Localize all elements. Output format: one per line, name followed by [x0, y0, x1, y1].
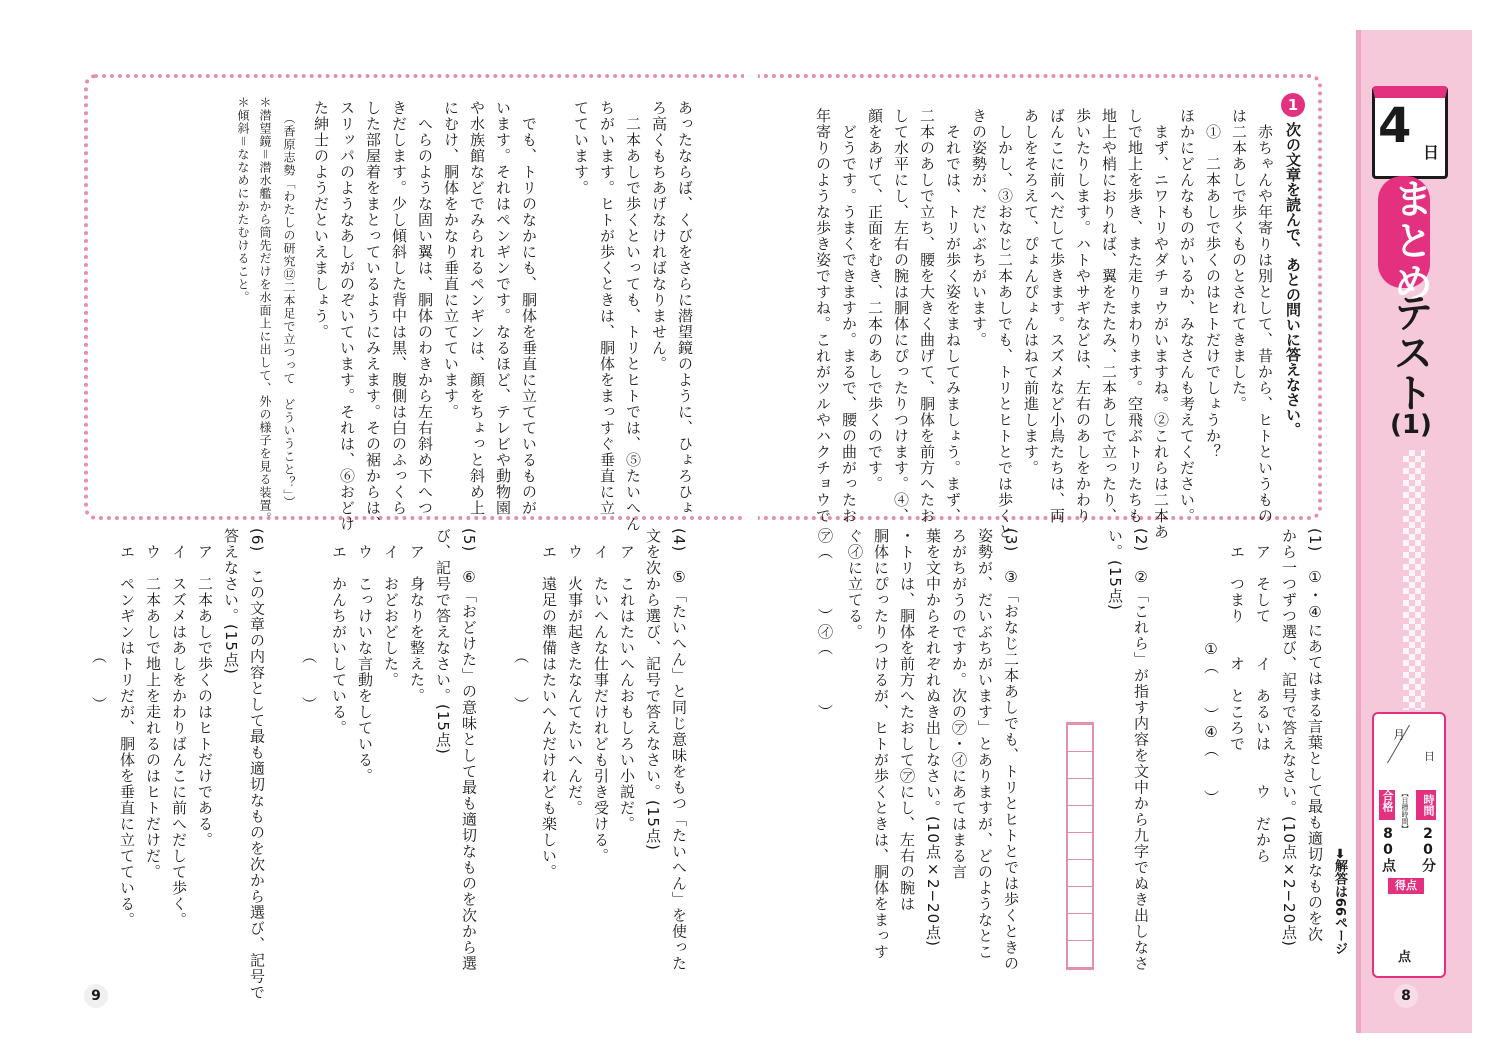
- passage-line: 年寄りのような歩き姿ですね。これがツルやハクチョウで: [814, 108, 832, 524]
- passage-line: あったならば、くびをさらに潜望鏡のように、ひょろひょ: [676, 100, 694, 516]
- passage-line: へらのような固い翼は、胴体のわきから左右斜め下へつ: [416, 100, 434, 516]
- question-line: イ おどおどした。: [382, 528, 400, 688]
- answer-blank[interactable]: ㋐（ ）㋑（ ）: [816, 528, 834, 720]
- question-line: び、記号で答えなさい。(15点): [434, 528, 452, 755]
- question-line: (5) ⑥「おどけた」の意味として最も適切なものを次から選: [460, 528, 478, 972]
- day-number: 4: [1378, 98, 1412, 154]
- question-line: (3) ③「おなじ二本あしでも、トリとヒトとでは歩くときの: [1002, 528, 1020, 972]
- question-line: ア これはたいへんおもしろい小説だ。: [618, 528, 636, 832]
- passage-line: にむけ、胴体をかなり垂直に立てています。: [442, 100, 460, 420]
- passage-line: ほかにどんなものがいるか、みなさんも考えてください。: [1178, 108, 1196, 524]
- passage-line: でも、トリのなかにも、胴体を垂直に立てているものが: [520, 100, 538, 516]
- question-line: (1) ①・④にあてはまる言葉として最も適切なものを次: [1306, 528, 1324, 943]
- passage-line: や水族館などでみられるペンギンは、顔をちょっと斜め上: [468, 100, 486, 516]
- passage-line: した部屋着をまとっているようにみえます。その裾からは、: [364, 100, 382, 532]
- sidebar-band-edge: [1356, 30, 1361, 1033]
- question-line: (4) ⑤「たいへん」と同じ意味をもつ「たいへん」を使った: [670, 528, 688, 972]
- passage-line: 二本のあしで立ち、腰を大きく曲げて、胴体を前方へたお: [918, 108, 936, 524]
- question-line: から一つずつ選び、記号で答えなさい。(10点×2−20点): [1280, 528, 1298, 947]
- answer-blank[interactable]: （ ）: [512, 528, 530, 713]
- page-number-left: 9: [84, 984, 108, 1008]
- date-month: 月: [1393, 728, 1406, 742]
- question-line: ア 身なりを整えた。: [408, 528, 426, 704]
- passage-line: ① 二本あしで歩くのはヒトだけでしょうか？: [1204, 108, 1222, 460]
- question-line: 胴体にぴったりつけるが、ヒトが歩くときは、胴体をまっす: [872, 528, 890, 960]
- question-line: ・トリは、胴体を前方へたおして㋐にし、左右の腕は: [898, 528, 916, 912]
- question-number-badge: 1: [1281, 93, 1305, 117]
- question-line: ア そして イ あるいは ウ だから: [1254, 528, 1272, 864]
- question-line: エ ペンギンはトリだが、胴体を垂直に立てている。: [118, 528, 136, 928]
- answer-blank[interactable]: （ ）: [90, 528, 108, 713]
- passage-line: しかし、③おなじ二本あしでも、トリとヒトとでは歩くと: [996, 108, 1014, 540]
- passage-line: しで地上を歩き、また走りまわります。空飛ぶトリたちも: [1126, 108, 1144, 524]
- passage-line: 地上や梢におりれば、翼をたたみ、二本あしで立ったり、: [1100, 108, 1118, 524]
- passage-line: どうです。うまくできますか。まるで、腰の曲がったお: [840, 108, 858, 524]
- checker-pattern: [1403, 450, 1425, 710]
- passage-line: 二本あしで歩くといっても、トリとヒトでは、⑤たいへん: [624, 100, 642, 532]
- question-line: イ たいへんな仕事だけれども引き受ける。: [592, 528, 610, 864]
- question-line: (6) この文章の内容として最も適切なものを次から選び、記号で: [248, 528, 266, 1001]
- question-line: ウ こっけいな言動をしている。: [356, 528, 374, 784]
- answer-reference: ➡解答は66ページ: [1332, 848, 1347, 955]
- question-line: エ かんちがいしている。: [330, 528, 348, 736]
- passage-line: てています。: [572, 100, 590, 196]
- passage-line: 顔をあげて、正面をむき、二本のあしで歩くのです。: [866, 108, 884, 492]
- passage-line: 歩いたりします。ハトやサギなどは、左右のあしをかわり: [1074, 108, 1092, 524]
- passage-line: ろ高くもちあげなければなりません。: [650, 100, 668, 372]
- question-line: 文を次から選び、記号で答えなさい。(15点): [644, 528, 662, 851]
- date-day: 日: [1424, 750, 1435, 763]
- title-number: (1): [1390, 410, 1432, 440]
- passage-line: まず、ニワトリやダチョウがいますね。②これらは二本あ: [1152, 108, 1170, 540]
- passage-line: た紳士のようだといえましょう。: [312, 100, 330, 340]
- passage-line: 赤ちゃんや年寄りは別として、昔から、ヒトというもの: [1256, 108, 1274, 524]
- time-label: 時間: [1416, 790, 1436, 820]
- question-line: ア 二本あしで歩くのはヒトだけである。: [196, 528, 214, 848]
- question-line: 答えなさい。(15点): [222, 528, 240, 675]
- question-line: ろがちがうのですか。次の㋐・㋑にあてはまる言: [950, 528, 968, 880]
- question-line: ウ 二本あしで地上を走れるのはヒトだけだ。: [144, 528, 162, 880]
- passage-line: それでは、トリが歩く姿をまねしてみましょう。まず、: [944, 108, 962, 524]
- score-label: 得点: [1388, 878, 1424, 894]
- passage-line: ばんこに前へだして歩きます。スズメなど小鳥たちは、両: [1048, 108, 1066, 524]
- answer-blank[interactable]: ①（ ）④（ ）: [1202, 528, 1220, 806]
- answer-grid-nine-chars[interactable]: [1066, 722, 1094, 970]
- title-sub: テスト: [1387, 292, 1433, 412]
- question-line: ウ 火事が起きたなんてたいへんだ。: [566, 528, 584, 816]
- footnote: ＊傾斜＝ななめにかたむけること。: [236, 96, 250, 305]
- question-line: エ つまり オ ところで: [1228, 528, 1246, 752]
- passage-line: は二本あしで歩くものとされてきました。: [1230, 108, 1248, 412]
- question-line: エ 遠足の準備はたいへんだけれども楽しい。: [540, 528, 558, 880]
- passage-line: います。それはペンギンです。なるほど、テレビや動物園: [494, 100, 512, 516]
- footnote: ＊潜望鏡＝潜水艦から筒先だけを水面上に出して、外の様子を見る装置。: [258, 96, 272, 526]
- passage-line: して水平にし、左右の腕は胴体にぴったりつけます。④、: [892, 108, 910, 524]
- passage-source: （香原志勢「わたしの研究⑫二本足で立つって どういうこと？」）: [282, 112, 296, 509]
- question-instruction: 次の文章を読んで、あとの問いに答えなさい。: [1284, 122, 1302, 437]
- question-line: イ スズメはあしをかわりばんこに前へだして歩く。: [170, 528, 188, 928]
- question-line: ぐ㋑に立てる。: [846, 528, 864, 640]
- day-unit: 日: [1423, 143, 1440, 162]
- time-value: 20分: [1420, 826, 1436, 872]
- page-number-right: 8: [1394, 984, 1418, 1008]
- passage-line: きの姿勢が、だいぶちがいます。: [970, 108, 988, 348]
- passage-line: きだします。少し傾斜した背中は黒、腹側は白のふっくら: [390, 100, 408, 516]
- score-unit: 点: [1398, 950, 1412, 965]
- title-main: まとめ: [1387, 178, 1433, 304]
- pass-value: 80点: [1380, 826, 1396, 872]
- answer-blank[interactable]: （ ）: [300, 528, 318, 713]
- question-line: (2) ②「これら」が指す内容を文中から九字でぬき出しなさ: [1132, 528, 1150, 972]
- passage-line: スリッパのようなあしがのぞいています。それは、⑥おどけ: [338, 100, 356, 532]
- passage-line: あしをそろえて、ぴょんぴょんはねて前進します。: [1022, 108, 1040, 476]
- question-line: 葉を文中からそれぞれぬき出しなさい。(10点×2−20点): [924, 528, 942, 947]
- passage-line: ちがいます。ヒトが歩くときは、胴体をまっすぐ垂直に立: [598, 100, 616, 516]
- question-line: 姿勢が、だいぶちがいます」とありますが、どのようなとこ: [976, 528, 994, 960]
- question-line: い。(15点): [1106, 528, 1124, 611]
- pass-label: 合格: [1379, 790, 1395, 820]
- time-note: 【目標時間】: [1401, 790, 1409, 832]
